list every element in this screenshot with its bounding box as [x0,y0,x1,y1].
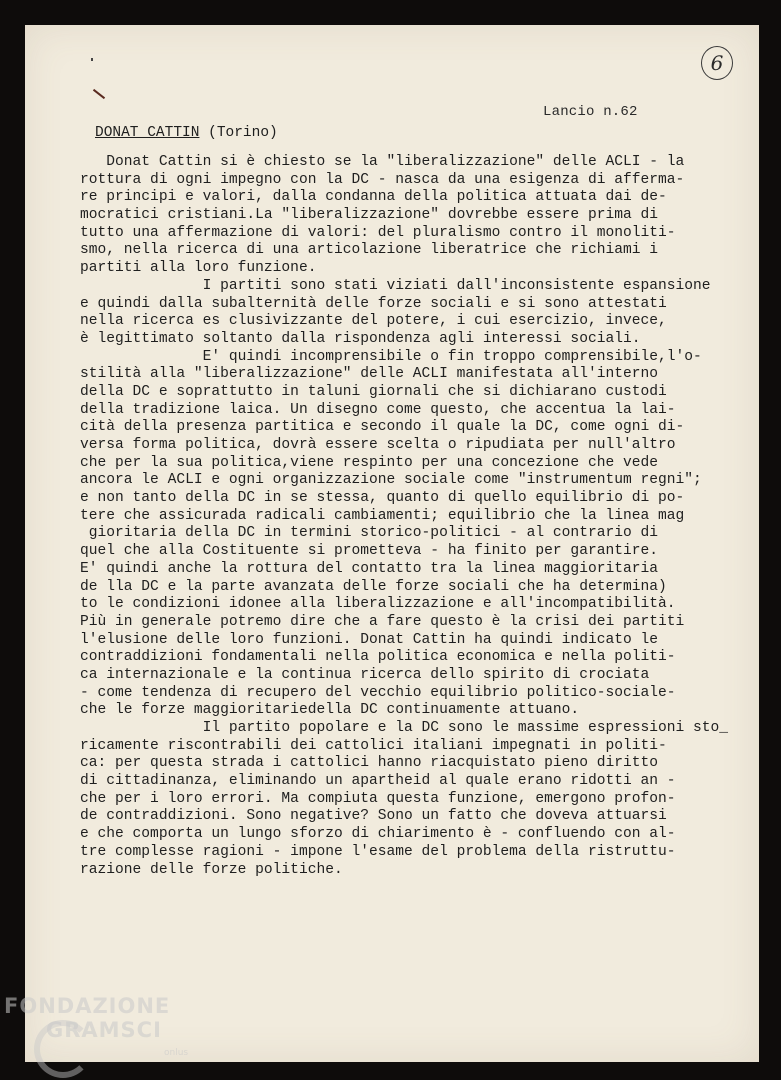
text-line: re principi e valori, dalla condanna della politica attuata dai de- [80,189,667,206]
text-line: è legittimato soltanto dalla rispondenza agli interessi sociali. [80,330,641,347]
text-line: - come tendenza di recupero del vecchio equilibrio politico-sociale- [80,684,676,701]
text-line: razione delle forze politiche. [80,861,343,878]
watermark-line1: FONDAZIONE [4,994,171,1018]
text-line: e non tanto della DC in se stessa, quanto di quello equilibrio di po- [80,490,685,507]
text-line: ca internazionale e la continua ricerca dello spirito di crociata [80,666,650,683]
text-line: Più in generale potremo dire che a fare questo è la crisi dei partiti [80,613,685,630]
watermark-line2: GRAMSCI [46,1018,162,1042]
text-line: partiti alla loro funzione. [80,260,317,277]
text-line: to le condizioni idonee alla liberalizzazione e all'incompatibilità. [80,596,676,613]
text-line: mocratici cristiani.La "liberalizzazione" dovrebbe essere prima di [80,207,659,224]
text-line: ricamente riscontrabili dei cattolici italiani impegnati in politi- [80,737,667,754]
text-line: stilità alla "liberalizzazione" delle ACLI manifestata all'interno [80,366,659,383]
page-number: 6 [701,46,733,80]
watermark-sub: onlus [164,1048,189,1058]
text-line: Donat Cattin si è chiesto se la "liberalizzazione" delle ACLI - la [80,154,685,170]
text-line: nella ricerca es clusivizzante del potere, i cui esercizio, invece, [80,313,667,330]
text-line: ancora le ACLI e ogni organizzazione sociale come "instrumentum regni"; [80,472,702,489]
text-line: quel che alla Costituente si prometteva - ha finito per garantire. [80,543,659,560]
author-place: (Torino) [208,125,278,141]
text-line: tutto una affermazione di valori: del pluralismo contro il monoliti- [80,224,676,241]
text-line: che per i loro errori. Ma compiuta questa funzione, emergono profon- [80,790,676,807]
text-line: E' quindi anche la rottura del contatto tra la linea maggioritaria [80,560,659,577]
text-line: l'elusione delle loro funzioni. Donat Cattin ha quindi indicato le [80,631,659,648]
text-line: e che comporta un lungo sforzo di chiarimento è - confluendo con al- [80,826,676,843]
author-name: DONAT CATTIN [95,125,200,141]
text-line: smo, nella ricerca di una articolazione liberatrice che richiami i [80,242,659,259]
text-line: ca: per questa strada i cattolici hanno riacquistato pieno diritto [80,755,659,772]
text-line: Il partito popolare e la DC sono le massime espressioni sto_ [80,720,729,736]
text-line: della DC e soprattutto in taluni giornali che si dichiarano custodi [80,383,667,400]
text-line: cità della presenza partitica e secondo il quale la DC, come ogni di- [80,419,685,436]
text-line: I partiti sono stati viziati dall'inconsistente espansione [80,277,711,294]
text-line: e quindi dalla subalternità delle forze sociali e si sono attestati [80,295,667,312]
text-line: rottura di ogni impegno con la DC - nasca da una esigenza di afferma- [80,171,685,188]
text-line: della tradizione laica. Un disegno come questo, che accentua la lai- [80,401,676,418]
ink-dot [91,58,93,61]
text-line: contraddizioni fondamentali nella politica economica e nella politi- [80,649,676,666]
text-line: de contraddizioni. Sono negative? Sono un fatto che doveva attuarsi [80,808,667,825]
text-line: di cittadinanza, eliminando un apartheid al quale erano ridotti an - [80,773,676,790]
body-text [80,154,730,879]
text-line: tere che assicurada radicali cambiamenti; equilibrio che la linea mag [80,507,685,524]
text-line: E' quindi incomprensibile o fin troppo comprensibile,l'o- [80,348,702,365]
text-line: gioritaria della DC in termini storico-politici - al contrario di [80,525,659,542]
text-line: de lla DC e la parte avanzata delle forze sociali che ha determina) [80,578,667,595]
text-line: versa forma politica, dovrà essere scelta o ripudiata per null'altro [80,437,676,453]
text-line: che per la sua politica,viene respinto per una concezione che vede [80,454,659,471]
author-heading [95,125,278,141]
launch-number: Lancio n.62 [543,104,638,120]
text-line: che le forze maggioritariedella DC continuamente attuano. [80,702,580,719]
text-line: tre complesse ragioni - impone l'esame del problema della ristruttu- [80,843,676,860]
archive-watermark [4,994,204,1074]
